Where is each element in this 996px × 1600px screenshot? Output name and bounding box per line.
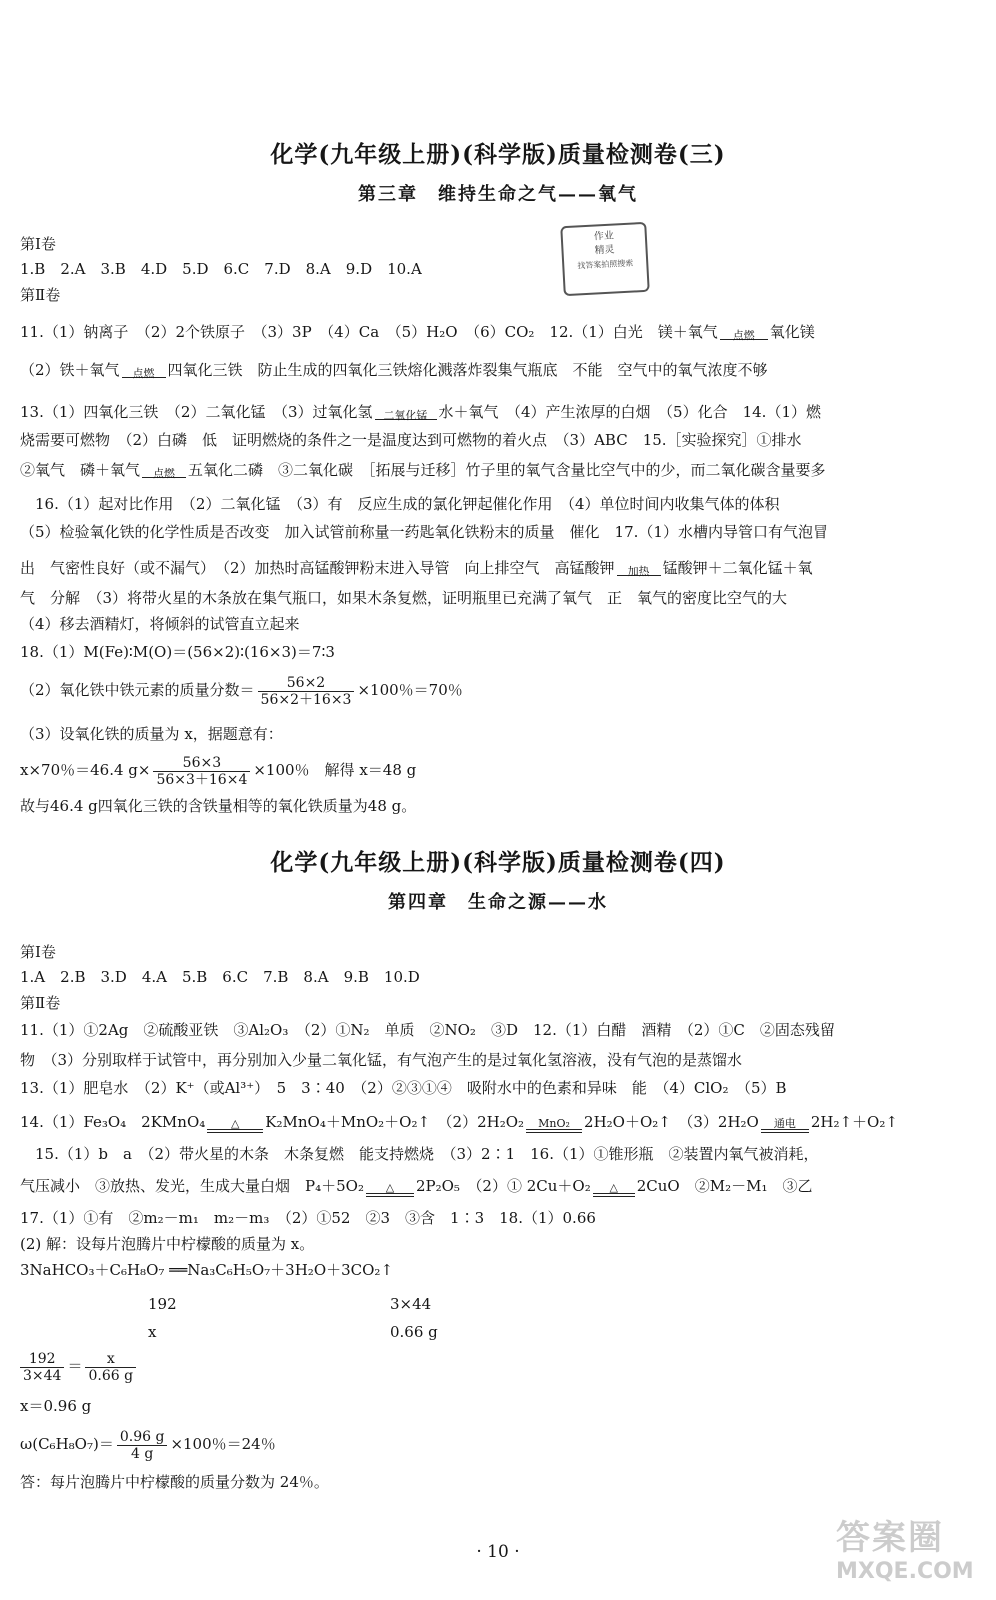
section3-title: 化学(九年级上册)(科学版)质量检测卷(三): [270, 141, 726, 168]
answer-line: 物 （3）分别取样于试管中，再分别加入少量二氧化锰，有气泡产生的是过氧化氢溶液，没有气泡的是蒸馏水: [20, 1051, 743, 1069]
page-number: · 10 ·: [476, 1542, 520, 1562]
answer-line: 气压减小 ③放热、发光，生成大量白烟 P₄＋5O₂ △ 2P₂O₅ （2）① 2Cu＋O₂ △ 2CuO ②M₂－M₁ ③乙: [20, 1177, 813, 1195]
answer-line: 故与46.4 g四氧化三铁的含铁量相等的氧化铁质量为48 g。: [20, 797, 417, 815]
homework-stamp: 作业 精灵 找答案拍照搜索: [560, 222, 650, 296]
part1-answers: 1.B 2.A 3.B 4.D 5.D 6.C 7.D 8.A 9.D 10.A: [20, 260, 422, 278]
unknown-left: x: [148, 1323, 157, 1341]
answer-line: x＝0.96 g: [20, 1397, 92, 1415]
molar-mass-right: 3×44: [390, 1295, 432, 1313]
section3-chapter: 第三章 维持生命之气——氧气: [358, 184, 638, 205]
formula-line: （2）氧化铁中铁元素的质量分数＝ $\frac{56\times 2}{56\times 2+16\times 3}$ ×100％＝70％: [20, 674, 463, 708]
answer-line: 11.（1）钠离子 （2）2个铁原子 （3）3P （4）Ca （5）H₂O （6）CO₂ 12.（1）白光 镁＋氧气 点燃 氧化镁: [20, 323, 815, 342]
answer-line: 18.（1）M(Fe)∶M(O)＝(56×2)∶(16×3)＝7∶3: [20, 643, 335, 661]
answer-line: （4）移去酒精灯，将倾斜的试管直立起来: [20, 615, 300, 633]
answer-line: 气 分解 （3）将带火星的木条放在集气瓶口，如果木条复燃，证明瓶里已充满了氧气 正 氧气的密度比空气的大: [20, 589, 788, 607]
part1-label: 第Ⅰ卷: [20, 943, 56, 961]
answer-line: （2）铁＋氧气 点燃 四氧化三铁 防止生成的四氧化三铁熔化溅落炸裂集气瓶底 不能 空气中的氧气浓度不够: [20, 361, 768, 380]
conclusion-line: 答：每片泡腾片中柠檬酸的质量分数为 24％。: [20, 1473, 329, 1491]
answer-line: 13.（1）肥皂水 （2）K⁺（或Al³⁺） 5 3∶40 （2）②③①④ 吸附水中的色素和异味 能 （4）ClO₂ （5）B: [20, 1079, 787, 1097]
answer-line: 15.（1）b a （2）带火星的木条 木条复燃 能支持燃烧 （3）2∶1 16.（1）①锥形瓶 ②装置内氧气被消耗，: [20, 1145, 819, 1163]
part2-label: 第Ⅱ卷: [20, 286, 61, 304]
answer-line: (2) 解：设每片泡腾片中柠檬酸的质量为 x。: [20, 1235, 315, 1253]
known-right: 0.66 g: [390, 1323, 438, 1341]
answer-line: 17.（1）①有 ②m₂－m₁ m₂－m₃ （2）①52 ②3 ③含 1∶3 18.（1）0.66: [20, 1209, 596, 1227]
answer-line: （3）设氧化铁的质量为 x，据题意有：: [20, 725, 283, 743]
answer-line: （5）检验氧化铁的化学性质是否改变 加入试管前称量一药匙氧化铁粉末的质量 催化 17.（1）水槽内导管口有气泡冒: [20, 523, 828, 541]
formula-line: x×70％＝46.4 g× $\frac{56\times 3}{56\times 3+16\times 4}$ ×100％ 解得 x＝48 g: [20, 754, 417, 788]
answer-line: 13.（1）四氧化三铁 （2）二氧化锰 （3）过氧化氢 二氧化锰 水＋氧气 （4）产生浓厚的白烟 （5）化合 14.（1）燃: [20, 403, 821, 422]
part1-answers: 1.A 2.B 3.D 4.A 5.B 6.C 7.B 8.A 9.B 10.D: [20, 968, 420, 986]
part1-label: 第Ⅰ卷: [20, 235, 56, 253]
proportion-line: $\frac{192}{3\times 44}$ ＝ $\frac{x}{0.66 g}$: [20, 1346, 139, 1386]
section4-chapter: 第四章 生命之源——水: [388, 892, 608, 913]
answer-line: 烧需要可燃物 （2）白磷 低 证明燃烧的条件之一是温度达到可燃物的着火点 （3）ABC 15.［实验探究］①排水: [20, 431, 802, 449]
watermark-logo: 答案圈 MXQE.COM: [836, 1518, 974, 1584]
answer-line: 14.（1）Fe₃O₄ 2KMnO₄ △ K₂MnO₄＋MnO₂＋O₂↑ （2）2H₂O₂ MnO₂ 2H₂O＋O₂↑ （3）2H₂O 通电 2H₂↑＋O₂↑: [20, 1113, 898, 1131]
equation-line: 3NaHCO₃＋C₆H₈O₇ ══Na₃C₆H₅O₇＋3H₂O＋3CO₂↑: [20, 1261, 394, 1279]
formula-line: ω(C₆H₈O₇)＝ $\frac{0.96 g}{4 g}$ ×100％＝24％: [20, 1428, 276, 1462]
answer-line: 16.（1）起对比作用 （2）二氧化锰 （3）有 反应生成的氯化钾起催化作用 （4）单位时间内收集气体的体积: [20, 495, 780, 513]
answer-line: 11.（1）①2Ag ②硫酸亚铁 ③Al₂O₃ （2）①N₂ 单质 ②NO₂ ③D 12.（1）白醋 酒精 （2）①C ②固态残留: [20, 1021, 835, 1039]
part2-label: 第Ⅱ卷: [20, 994, 61, 1012]
answer-line: ②氧气 磷＋氧气 点燃 五氧化二磷 ③二氧化碳 ［拓展与迁移］竹子里的氧气含量比空气中的少，而二氧化碳含量要多: [20, 461, 826, 480]
molar-mass-left: 192: [148, 1295, 177, 1313]
section4-title: 化学(九年级上册)(科学版)质量检测卷(四): [270, 849, 726, 876]
answer-line: 出 气密性良好（或不漏气） （2）加热时高锰酸钾粉末进入导管 向上排空气 高锰酸钾 加热 锰酸钾＋二氧化锰＋氧: [20, 559, 813, 578]
